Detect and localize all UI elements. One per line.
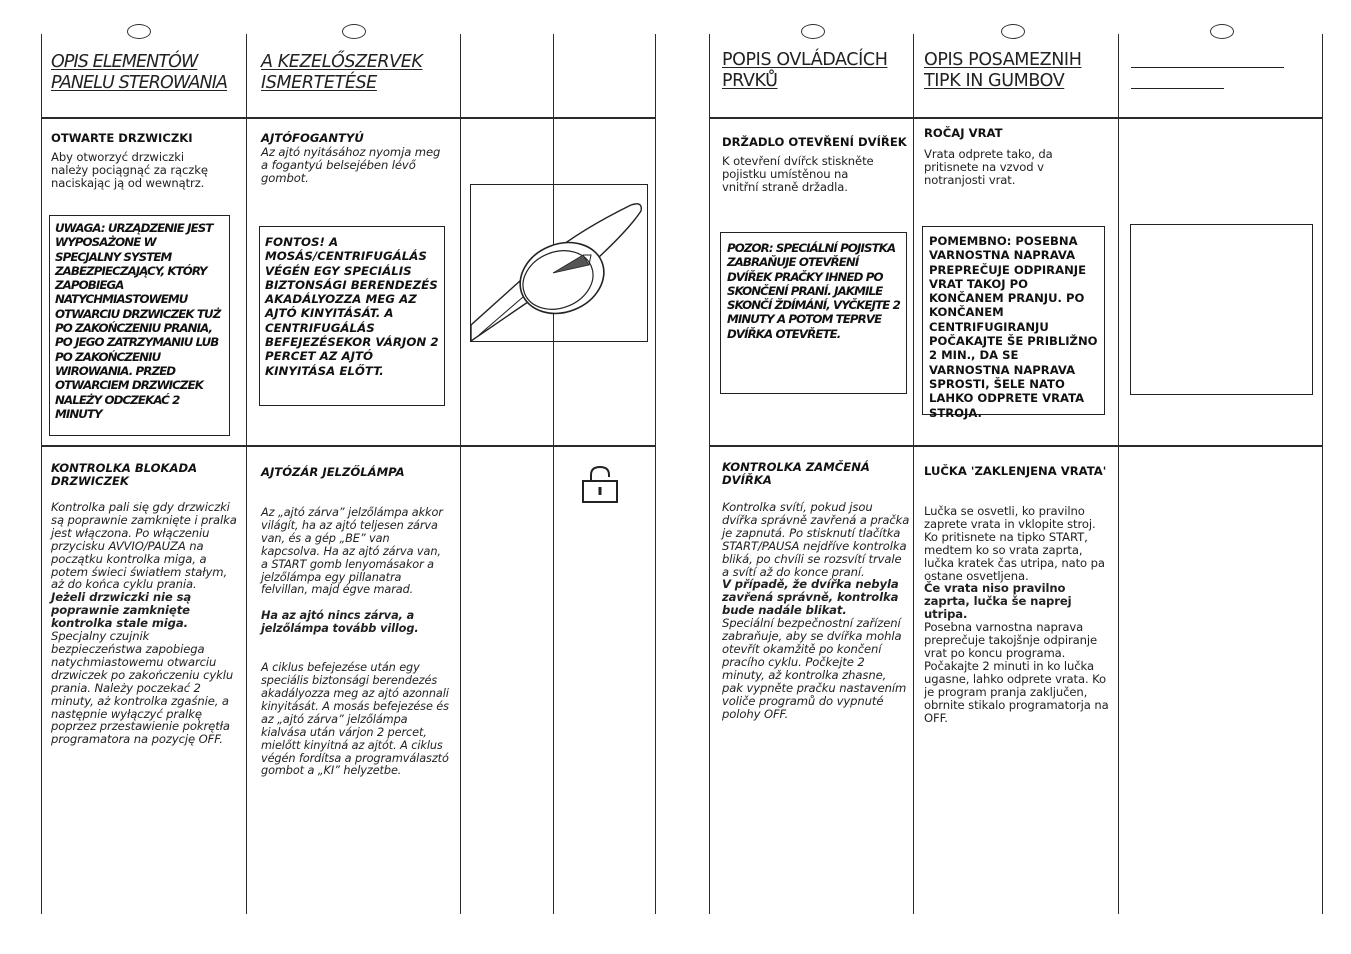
paragraph-bold: Če vrata niso pravilno zaprta, lučka še naprej utripa.	[924, 581, 1072, 622]
section-text: Aby otworzyć drzwiczki należy pociągnąć za rączkę naciskając ją od wewnątrz.	[51, 150, 208, 190]
paragraph: Specjalny czujnik bezpieczeństwa zapobiega natychmiastowemu otwarciu drzwiczek po zakończeniu cyklu prania. Należy poczekać 2 minuty, aż kontrolka zgaśnie, a następnie wyłączyć pralkę poprzez przestawienie pokrętła programatora na pozycję OFF.	[51, 629, 234, 747]
lock-indicator	[581, 464, 619, 504]
paragraph-bold: Jeżeli drzwiczki nie są poprawnie zamknięte kontrolka stale miga.	[51, 590, 192, 631]
section-heading: KONTROLKA BLOKADA DRZWICZEK	[51, 461, 198, 488]
warning-text: POMEMBNO: POSEBNA VARNOSTNA NAPRAVA PREPREČUJE ODPIRANJE VRAT TAKOJ PO KONČANEM PRANJU. PO KONČANEM CENTRIFUGIRANJU POČAKAJTE ŠE PRIBLIŽNO 2 MIN., DA SE VARNOSTNA NAPRAVA SPROSTI, ŠELE NATO LAHKO ODPRETE VRATA STROJA.	[929, 234, 1098, 420]
section-heading: AJTÓFOGANTYÚ	[261, 131, 364, 145]
grid-line	[1322, 34, 1323, 914]
grid-line	[553, 34, 554, 914]
warning-text: POZOR: SPECIÁLNÍ POJISTKA ZABRAŇUJE OTEVŘENÍ DVÍŘEK PRAČKY IHNED PO SKONČENÍ PRANÍ. JAKMILE SKONČÍ ŽDÍMÁNÍ, VYČKEJTE 2 MINUTY A POTOM TEPRVE DVÍŘKA OTEVŘETE.	[727, 241, 900, 341]
grid-line	[655, 34, 656, 914]
grid-line	[246, 34, 247, 914]
warning-box	[922, 226, 1105, 420]
language-marker	[1001, 24, 1025, 39]
section-heading: OTWARTE DRZWICZKI	[51, 131, 193, 145]
column-title-hu: A KEZELŐSZERVEK ISMERTETÉSE	[261, 52, 423, 93]
grid-line	[1118, 34, 1119, 914]
section-text	[722, 501, 910, 720]
section-text	[924, 505, 1112, 724]
empty-warning-box	[1130, 224, 1313, 395]
padlock-icon	[581, 464, 619, 504]
paragraph-bold: Ha az ajtó nincs zárva, a jelzőlámpa tovább villog.	[261, 609, 419, 636]
grid-line	[913, 34, 914, 914]
column-title-pl: OPIS ELEMENTÓW PANELU STEROWANIA	[51, 52, 228, 93]
grid-line	[709, 117, 1323, 119]
blank-title-line	[1131, 67, 1284, 68]
warning-text: FONTOS! A MOSÁS/CENTRIFUGÁLÁS VÉGÉN EGY SPECIÁLIS BIZTONSÁGI BERENDEZÉS AKADÁLYOZZA MEG AZ AJTÓ KINYITÁSÁT. A CENTRIFUGÁLÁS BEFEJEZÉSEKOR VÁRJON 2 PERCET AZ AJTÓ KINYITÁSA ELŐTT.	[265, 235, 439, 378]
paragraph: A ciklus befejezése után egy speciális biztonsági berendezés akadályozza meg az ajtó azonnali kinyitását. A mosás befejezése és az „ajtó zárva” jelzőlámpa kialvása után várjon 2 percet, mielőtt kinyitná az ajtót. A ciklus végén fordítsa a programválasztó gombot a „KI” helyzetbe.	[261, 661, 449, 778]
column-title-cz: POPIS OVLÁDACÍCH PRVKŮ	[722, 50, 888, 91]
paragraph: Speciální bezpečnostní zařízení zabraňuje, aby se dvířka mohla otevřít okamžitě po končení pracího cyklu. Počkejte 2 minuty, až kontrolka zhasne, pak vypněte pračku nastavením voliče programů do vypnuté polohy OFF.	[722, 616, 907, 721]
language-marker	[127, 24, 151, 39]
grid-line	[460, 34, 461, 914]
section-text: K otevření dvířck stiskněte pojistku umístěnou na vnitřní straně držadla.	[722, 154, 874, 194]
language-marker	[1210, 24, 1234, 39]
paragraph-bold: V případě, že dvířka nebyla zavřená správně, kontrolka bude nadále blikat.	[722, 577, 899, 618]
section-text	[51, 501, 239, 746]
paragraph: Posebna varnostna naprava preprečuje takojšnje odpiranje vrat po koncu programa. Počakajte 2 minuti in ko lučka ugasne, lahko odprete vrata. Ko je program pranja zaključen, obrnite stikalo programatorja na OFF.	[924, 620, 1109, 725]
door-handle-icon	[471, 185, 647, 341]
section-heading: KONTROLKA ZAMČENÁ DVÍŘKA	[722, 460, 870, 487]
grid-line	[41, 34, 42, 914]
grid-line	[41, 445, 656, 447]
paragraph: Az „ajtó zárva” jelzőlámpa akkor világít, ha az ajtó teljesen zárva van, és a gép „BE” van kapcsolva. Ha az ajtó zárva van, a START gomb lenyomásakor a jelzőlámpa egy pillanatra felvillan, majd égve marad.	[261, 506, 443, 597]
blank-title-line	[1131, 88, 1224, 89]
language-marker	[801, 24, 825, 39]
warning-box	[49, 215, 230, 436]
door-handle-illustration	[470, 184, 648, 342]
section-heading: AJTÓZÁR JELZŐLÁMPA	[261, 465, 405, 479]
column-title-si: OPIS POSAMEZNIH TIPK IN GUMBOV	[924, 50, 1082, 91]
paragraph: Lučka se osvetli, ko pravilno zaprete vrata in vklopite stroj. Ko pritisnete na tipko START, medtem ko so vrata zaprta, lučka kratek čas utripa, nato pa ostane osvetljena.	[924, 504, 1105, 583]
warning-text: UWAGA: URZĄDZENIE JEST WYPOSAŻONE W SPECJALNY SYSTEM ZABEZPIECZAJĄCY, KTÓRY ZAPOBIEGA NATYCHMIASTOWEMU OTWARCIU DRZWICZEK TUŻ PO ZAKOŃCZENIU PRANIA, PO JEGO ZATRZYMANIU LUB PO ZAKOŃCZENIU WIROWANIA. PRZED OTWARCIEM DRZWICZEK NALEŻY ODCZEKAĆ 2 MINUTY	[55, 221, 221, 421]
section-text: Vrata odprete tako, da pritisnete na vzvod v notranjosti vrat.	[924, 147, 1053, 187]
grid-line	[709, 34, 710, 914]
section-text: Az ajtó nyitásához nyomja meg a fogantyú belsejében lévő gombot.	[261, 145, 441, 185]
paragraph: Kontrolka svítí, pokud jsou dvířka správně zavřená a pračka je zapnutá. Po stisknutí tlačítka START/PAUSA nejdříve kontrolka bliká, po chvíli se rozsvítí trvale a svítí až do konce praní.	[722, 500, 910, 579]
paragraph: Kontrolka pali się gdy drzwiczki są poprawnie zamknięte i pralka jest włączona. Po włączeniu przycisku AVVIO/PAUZA na początku kontrolka miga, a potem świeci światłem stałym, aż do końca cyklu prania.	[51, 500, 237, 592]
language-marker	[342, 24, 366, 39]
section-heading: LUČKA 'ZAKLENJENA VRATA'	[924, 464, 1107, 478]
grid-line	[709, 445, 1323, 447]
warning-box	[720, 232, 907, 394]
section-heading: ROČAJ VRAT	[924, 126, 1003, 140]
warning-box	[259, 226, 445, 406]
grid-line	[41, 117, 656, 119]
section-heading: DRŽADLO OTEVŘENÍ DVÍŘEK	[722, 135, 907, 149]
section-text	[261, 507, 449, 778]
